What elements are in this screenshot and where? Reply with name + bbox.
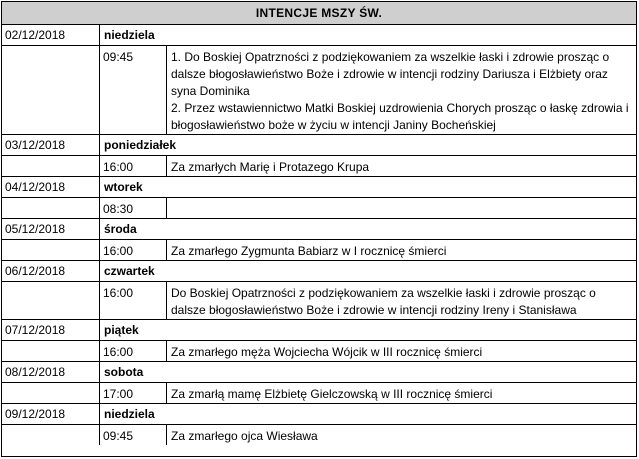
mass-time: 16:00 xyxy=(100,240,167,260)
day-header-row xyxy=(2,320,636,341)
day-header-row xyxy=(2,135,636,156)
intention-text: Za zmarłą mamę Elżbietę Gielczowską w III rocznicę śmierci xyxy=(171,387,493,401)
intention-cell xyxy=(167,198,636,218)
intention-cell xyxy=(167,156,636,176)
intention-text: Za zmarłego ojca Wiesława xyxy=(171,429,318,443)
intention-text xyxy=(171,201,632,218)
mass-row xyxy=(2,383,636,404)
mass-row xyxy=(2,341,636,362)
empty-date-cell xyxy=(2,282,100,319)
day-header-row xyxy=(2,219,636,240)
weekday-cell: wtorek xyxy=(104,180,143,194)
intention-text: Do Boskiej Opatrzności z podziękowaniem za wszelkie łaski i zdrowie prosząc o dalsze błogosławieństwo Boże i zdrowie w intencji rodziny Ireny i Stanisława xyxy=(171,286,596,317)
date-cell: 02/12/2018 xyxy=(2,25,100,45)
day-header-row xyxy=(2,404,636,425)
mass-time: 16:00 xyxy=(100,282,167,319)
day-header-row xyxy=(2,177,636,198)
mass-time: 17:00 xyxy=(100,383,167,403)
mass-time: 09:45 xyxy=(100,46,167,134)
weekday-cell: piątek xyxy=(104,323,139,337)
day-header-row xyxy=(2,261,636,282)
weekday-cell: sobota xyxy=(104,365,144,379)
intention-cell xyxy=(167,46,636,134)
weekday-cell: niedziela xyxy=(104,28,155,42)
intention-cell xyxy=(167,425,636,445)
mass-row xyxy=(2,240,636,261)
date-cell: 03/12/2018 xyxy=(2,135,100,155)
date-cell: 09/12/2018 xyxy=(2,404,100,424)
date-cell: 05/12/2018 xyxy=(2,219,100,239)
intention-text: 1. Do Boskiej Opatrzności z podziękowaniem za wszelkie łaski i zdrowie prosząc o dalsze błogosławieństwo Boże i zdrowie w intencji rodziny Dariusza i Elżbiety oraz syna Dominika xyxy=(171,50,610,98)
day-header-row xyxy=(2,25,636,46)
intention-text: Za zmarłego Zygmunta Babiarz w I rocznicę śmierci xyxy=(171,244,447,258)
empty-date-cell xyxy=(2,46,100,134)
intention-cell xyxy=(167,240,636,260)
empty-date-cell xyxy=(2,240,100,260)
weekday-cell: poniedziałek xyxy=(104,138,177,152)
mass-row xyxy=(2,198,636,219)
intention-text: Za zmarłego męża Wojciecha Wójcik w III rocznicę śmierci xyxy=(171,345,483,359)
date-cell: 04/12/2018 xyxy=(2,177,100,197)
intention-text: Za zmarłych Marię i Protazego Krupa xyxy=(171,160,370,174)
mass-row xyxy=(2,156,636,177)
empty-date-cell xyxy=(2,425,100,445)
weekday-cell: niedziela xyxy=(104,407,155,421)
empty-date-cell xyxy=(2,341,100,361)
mass-row xyxy=(2,46,636,135)
intention-cell xyxy=(167,282,636,319)
mass-row xyxy=(2,282,636,320)
weekday-cell: czwartek xyxy=(104,264,155,278)
date-cell: 08/12/2018 xyxy=(2,362,100,382)
intention-text: 2. Przez wstawiennictwo Matki Boskiej uzdrowienia Chorych prosząc o łaskę zdrowia i błogosławieństwo boże w życiu w intencji Janiny Bocheńskiej xyxy=(171,101,629,132)
date-cell: 06/12/2018 xyxy=(2,261,100,281)
mass-time: 08:30 xyxy=(100,198,167,218)
mass-time: 16:00 xyxy=(100,341,167,361)
table-body xyxy=(2,25,636,445)
table-title: INTENCJE MSZY ŚW. xyxy=(2,2,636,25)
mass-time: 16:00 xyxy=(100,156,167,176)
intention-cell xyxy=(167,383,636,403)
date-cell: 07/12/2018 xyxy=(2,320,100,340)
empty-date-cell xyxy=(2,383,100,403)
mass-time: 09:45 xyxy=(100,425,167,445)
weekday-cell: środa xyxy=(104,222,137,236)
empty-date-cell xyxy=(2,198,100,218)
empty-date-cell xyxy=(2,156,100,176)
mass-row xyxy=(2,425,636,445)
intention-cell xyxy=(167,341,636,361)
mass-intentions-table xyxy=(1,1,637,457)
day-header-row xyxy=(2,362,636,383)
